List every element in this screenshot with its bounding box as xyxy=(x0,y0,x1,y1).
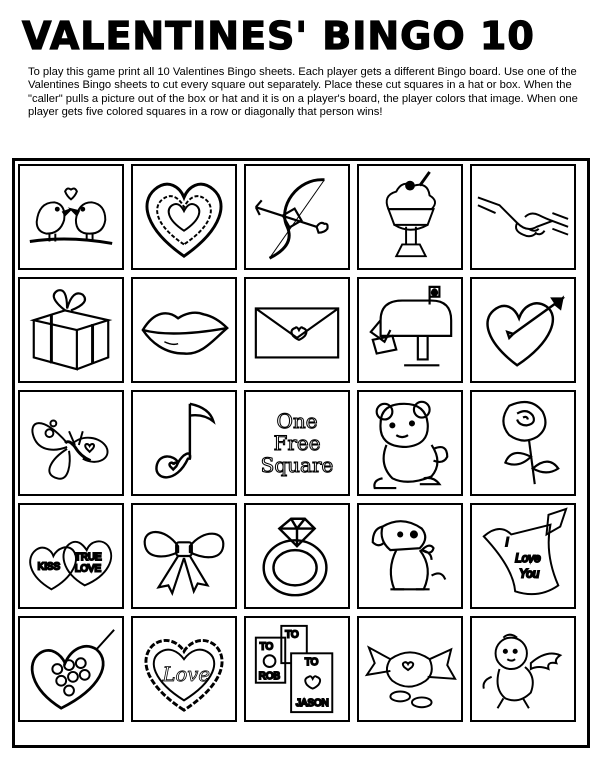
mailbox-icon xyxy=(361,281,459,379)
envelope-icon xyxy=(248,281,346,379)
page-title: VALENTINES' BINGO 10 xyxy=(22,14,535,58)
ribbon-bow-icon xyxy=(135,507,233,605)
card3-to: TO xyxy=(304,657,319,669)
bingo-cell-candy-hearts xyxy=(18,503,124,609)
candy-heart-left-text: KISS xyxy=(37,561,61,573)
note-line3: You xyxy=(519,567,540,581)
bingo-cell-free-square xyxy=(244,390,350,496)
bingo-cell-envelope xyxy=(244,277,350,383)
chocolate-box-icon xyxy=(22,620,120,718)
bingo-cell-lace-heart xyxy=(131,164,237,270)
sundae-icon xyxy=(361,168,459,266)
lace-heart-icon xyxy=(135,168,233,266)
card2-to: TO xyxy=(285,629,299,641)
puppy-icon xyxy=(361,507,459,605)
free-square-line3: Square xyxy=(260,453,334,477)
teddy-bear-icon xyxy=(361,394,459,492)
bingo-cell-lips xyxy=(131,277,237,383)
bingo-cell-cupid-bow xyxy=(244,164,350,270)
note-line2: Love xyxy=(515,551,541,565)
candy-heart-right-bottom-text: LOVE xyxy=(74,563,102,575)
bingo-cell-bow xyxy=(131,503,237,609)
free-square-line2: Free xyxy=(273,431,321,455)
bingo-cell-mailbox xyxy=(357,277,463,383)
bingo-cell-handshake xyxy=(470,164,576,270)
bingo-board xyxy=(12,158,590,748)
card3-name: JASON xyxy=(296,698,329,710)
bingo-cell-teddy-bear xyxy=(357,390,463,496)
bingo-cell-love-note xyxy=(470,503,576,609)
music-note-heart-icon xyxy=(135,394,233,492)
free-square-line1: One xyxy=(276,409,318,433)
wrapped-candy-icon xyxy=(361,620,459,718)
bingo-cell-music-note xyxy=(131,390,237,496)
love-heart-icon xyxy=(135,620,233,718)
rose-icon xyxy=(474,394,572,492)
gift-box-icon xyxy=(22,281,120,379)
diamond-ring-icon xyxy=(248,507,346,605)
lips-icon xyxy=(135,281,233,379)
bingo-cell-lovebirds xyxy=(18,164,124,270)
love-note-icon xyxy=(474,507,572,605)
card1-to: TO xyxy=(259,641,274,653)
valentine-cards-icon xyxy=(248,620,346,718)
instructions-text: To play this game print all 10 Valentines Bingo sheets. Each player gets a different Bingo board. Use one of the Valentines Bingo sheets to cut every square out separately. Place these cut squares in a hat or box. When the "caller" pulls a picture out of the box or hat and it is on a player's board, the player colors that image. When one player gets five colored squares in a row or diagonally that person wins! xyxy=(28,66,578,119)
bingo-cell-ring xyxy=(244,503,350,609)
butterfly-icon xyxy=(22,394,120,492)
candy-hearts-icon xyxy=(22,507,120,605)
bingo-cell-gift xyxy=(18,277,124,383)
bingo-cell-cupid xyxy=(470,616,576,722)
free-square-text xyxy=(261,410,334,476)
candy-heart-right-top-text: TRUE xyxy=(74,551,102,563)
bingo-cell-candy xyxy=(357,616,463,722)
handshake-icon xyxy=(474,168,572,266)
bingo-cell-love-heart xyxy=(131,616,237,722)
heart-love-text: Love xyxy=(162,662,210,686)
lovebirds-icon xyxy=(22,168,120,266)
bingo-cell-sundae xyxy=(357,164,463,270)
bingo-cell-butterfly xyxy=(18,390,124,496)
bow-and-arrow-icon xyxy=(248,168,346,266)
cupid-icon xyxy=(474,620,572,718)
heart-with-arrow-icon xyxy=(474,281,572,379)
bingo-cell-puppy xyxy=(357,503,463,609)
bingo-cell-heart-arrow xyxy=(470,277,576,383)
bingo-cell-chocolate-box xyxy=(18,616,124,722)
note-line1: I xyxy=(505,536,509,550)
card1-name: ROB xyxy=(258,670,281,682)
bingo-cell-valentine-cards xyxy=(244,616,350,722)
bingo-cell-rose xyxy=(470,390,576,496)
